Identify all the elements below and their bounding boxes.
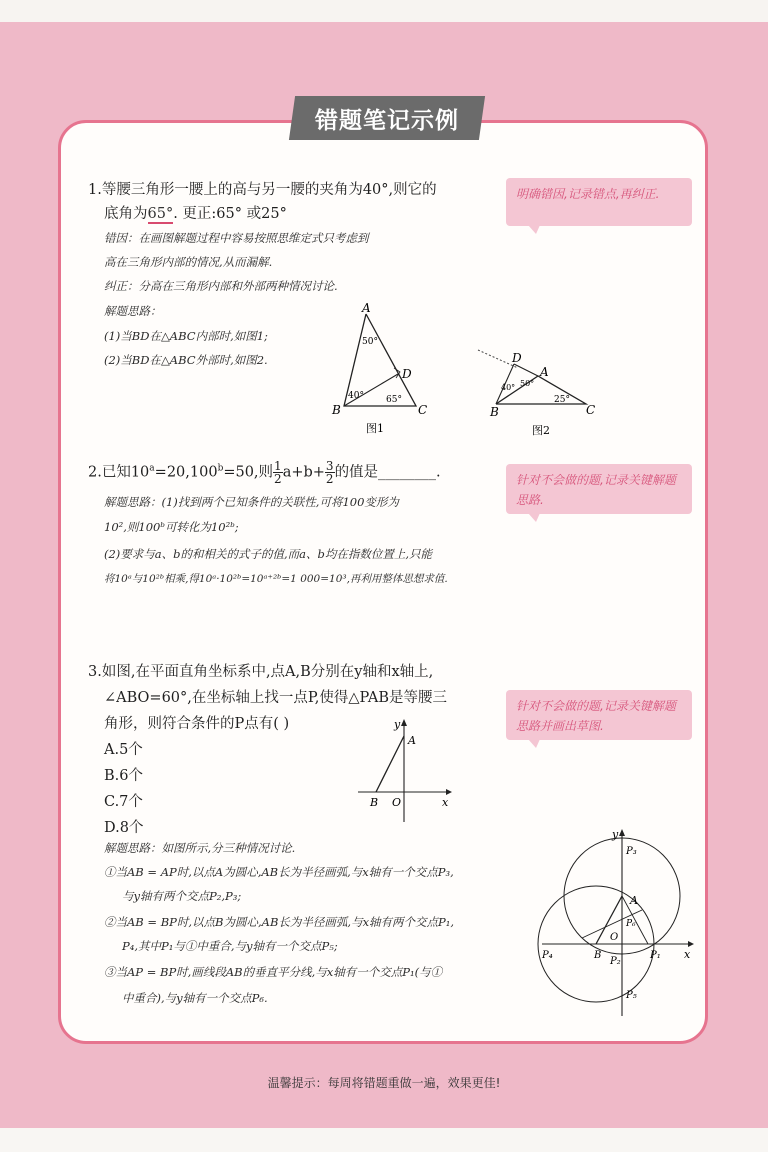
label-o: O [392, 796, 402, 809]
figure-caption: 图1 [366, 422, 384, 435]
q2-text: 2.已知10 [88, 464, 150, 481]
label-o: O [610, 932, 619, 943]
label-p5: P₅ [626, 990, 637, 1001]
page-bottom-edge [0, 1128, 768, 1152]
q3-option-c: C.7个 [104, 794, 143, 810]
q3-line: ∠ABO=60°,在坐标轴上找一点P,使得△PAB是等腰三 [104, 690, 448, 706]
q2-hand-line: (2)要求与a、b的和相关的式子的值,而a、b均在指数位置上,只能 [104, 547, 433, 561]
fraction-denominator: 2 [274, 472, 282, 486]
angle-label: 50° [520, 379, 535, 388]
q3-line: 3.如图,在平面直角坐标系中,点A,B分别在y轴和x轴上, [88, 664, 434, 680]
page-top-edge [0, 0, 768, 22]
q1-correction: . 更正:65° 或25° [173, 206, 287, 222]
q3-option-d: D.8个 [104, 820, 144, 836]
label-b: B [332, 403, 341, 417]
q3-hand-line: ②当AB = BP时,以点B为圆心,AB长为半径画弧,与x轴有两个交点P₁, [104, 915, 455, 929]
q3-hand-line: 与y轴有两个交点P₂,P₃; [122, 889, 242, 903]
q2-note: 针对不会做的题,记录关键解题思路. [506, 464, 692, 514]
q3-hand-line: P₄,其中P₁与①中重合,与y轴有一个交点P₅; [122, 939, 338, 953]
q2-text: =20,100 [154, 464, 218, 481]
label-b: B [370, 796, 379, 809]
q2-hand-line: 10²,则100ᵇ可转化为10²ᵇ; [104, 520, 239, 534]
q3-option-a: A.5个 [104, 742, 143, 758]
label-a: A [362, 301, 371, 315]
label-p4: P₄ [542, 950, 553, 961]
label-p3: P₃ [626, 846, 637, 857]
fraction-numerator: 1 [274, 459, 282, 473]
label-a: A [540, 365, 549, 379]
q1-hand-line: 纠正：分高在三角形内部和外部两种情况讨论. [104, 279, 338, 293]
angle-label: 25° [554, 395, 570, 405]
q3-note: 针对不会做的题,记录关键解题思路并画出草图. [506, 690, 692, 740]
q1-hand-line: 错因：在画图解题过程中容易按照思维定式只考虑到 [104, 231, 369, 245]
q1-figure-1 [322, 302, 432, 438]
label-y: y [394, 718, 401, 731]
q3-small-figure [352, 716, 462, 824]
right-angle-mark [394, 368, 400, 378]
q1-hand-line: (2)当BD在△ABC外部时,如图2. [104, 353, 268, 367]
label-c: C [418, 403, 428, 417]
q2-text: a+b+ [282, 464, 325, 481]
q3-option-b: B.6个 [104, 768, 143, 784]
q2-exponent: a [149, 463, 155, 474]
q1-figure-2 [474, 342, 604, 438]
q3-hand-line: 解题思路：如图所示,分三种情况讨论. [104, 841, 296, 855]
q1-line2 [104, 202, 287, 223]
q2-fraction [325, 460, 335, 485]
x-axis-arrow [446, 789, 452, 795]
label-x: x [684, 948, 691, 961]
q1-hand-line: 高在三角形内部的情况,从而漏解. [104, 255, 273, 269]
q3-large-figure [538, 826, 700, 1018]
label-b: B [594, 950, 602, 961]
label-c: C [586, 403, 596, 417]
q3-hand-line: ③当AP = BP时,画线段AB的垂直平分线,与x轴有一个交点P₁(与① [104, 965, 443, 979]
segment-da [514, 364, 538, 376]
q1-wrong-answer: 65° [147, 206, 174, 222]
q2-hand-line: 将10ᵃ与10²ᵇ相乘,得10ᵃ·10²ᵇ=10ᵃ⁺²ᵇ=1 000=10³,再利用整体思想求值. [104, 573, 448, 585]
q1-note: 明确错因,记录错点,再纠正. [506, 178, 692, 226]
page-title: 错题笔记示例 [315, 108, 459, 134]
q2-text: 的值是________. [334, 464, 441, 481]
q3-line: 角形，则符合条件的P点有( ) [104, 716, 290, 732]
angle-label: 40° [501, 383, 516, 392]
y-axis-arrow [619, 829, 625, 836]
label-d: D [512, 351, 522, 365]
label-a: A [630, 894, 638, 907]
label-p1: P₁ [650, 950, 661, 961]
q3-hand-line: ①当AB = AP时,以点A为圆心,AB长为半径画弧,与x轴有一个交点P₃, [104, 865, 454, 879]
footer-tip: 温馨提示：每周将错题重做一遍，效果更佳! [267, 1076, 501, 1090]
label-x: x [442, 796, 449, 809]
label-p6: P₆ [626, 919, 636, 929]
label-a: A [408, 734, 416, 747]
label-p2: P₂ [610, 956, 621, 967]
q3-hand-line: 中重合),与y轴有一个交点P₆. [122, 991, 268, 1005]
q2-text: =50,则 [223, 464, 274, 481]
q2-question [88, 460, 441, 485]
label-y: y [612, 828, 619, 841]
q2-fraction [273, 460, 283, 485]
angle-label: 65° [386, 395, 402, 405]
q1-line2-prefix: 底角为 [104, 206, 148, 222]
q1-hand-line: (1)当BD在△ABC内部时,如图1; [104, 329, 268, 343]
label-b: B [490, 405, 499, 419]
y-axis-arrow [401, 719, 407, 726]
q2-exponent: b [217, 463, 224, 474]
q1-line1: 1.等腰三角形一腰上的高与另一腰的夹角为40°,则它的 [88, 182, 437, 198]
angle-label: 40° [348, 391, 364, 401]
q1-hand-line: 解题思路： [104, 304, 162, 318]
segment-ab [376, 736, 404, 792]
label-d: D [402, 367, 412, 381]
q2-hand-line: 解题思路：(1)找到两个已知条件的关联性,可将100变形为 [104, 495, 399, 509]
x-axis-arrow [688, 941, 694, 947]
angle-label: 50° [362, 337, 378, 347]
figure-caption: 图2 [532, 424, 550, 437]
fraction-denominator: 2 [325, 472, 334, 486]
fraction-numerator: 3 [325, 459, 334, 473]
